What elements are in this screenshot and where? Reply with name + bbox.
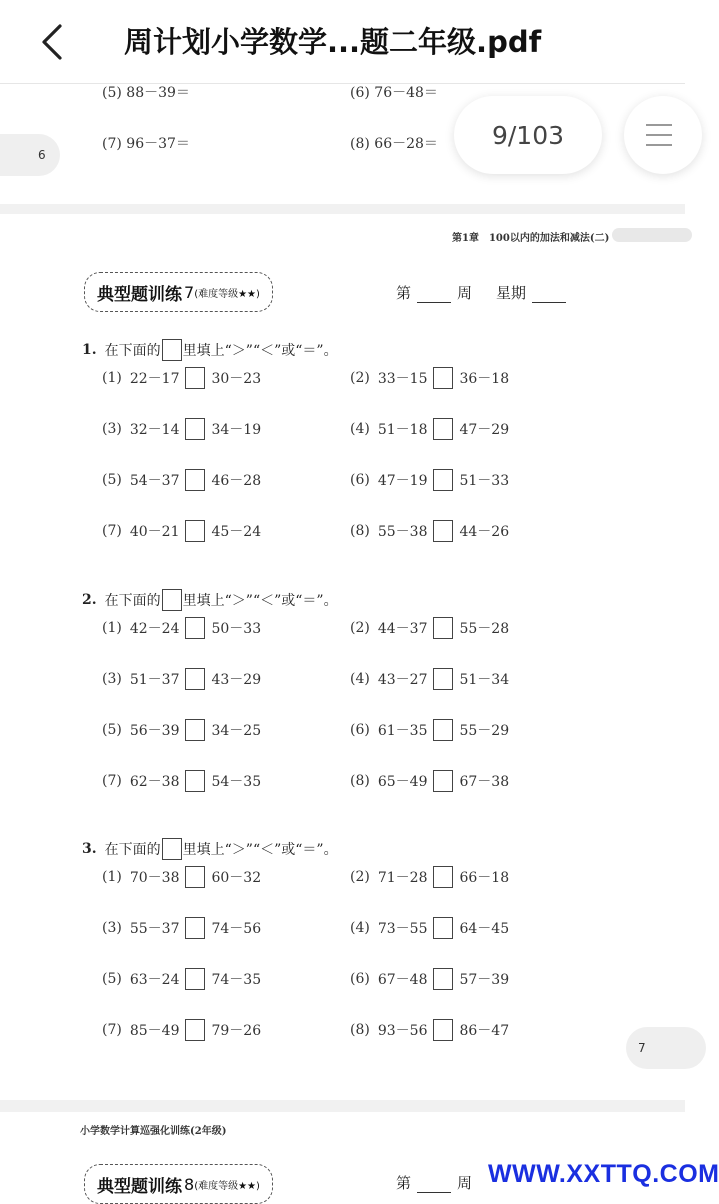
comparison-item [102,968,261,990]
question-heading [82,589,338,611]
answer-box[interactable] [433,367,453,389]
question-heading [82,838,338,860]
right-expression: 74－56 [211,921,262,937]
item-number: (1) [102,370,122,386]
answer-box-sample [162,838,182,860]
answer-box[interactable] [185,418,205,440]
answer-box[interactable] [433,617,453,639]
question-index: 1. [82,342,97,358]
right-expression: 54－35 [211,774,262,790]
answer-box[interactable] [185,917,205,939]
item-number: (8) [350,523,370,539]
left-expression: 44－37 [377,621,428,637]
item-number: (4) [350,920,370,936]
right-expression: 45－24 [211,524,262,540]
item-number: (6) [350,971,370,987]
answer-box[interactable] [433,866,453,888]
comparison-item [102,866,261,888]
item-number: (5) [102,722,122,738]
item-number: (7) [102,773,122,789]
left-expression: 62－38 [129,774,180,790]
comparison-item [102,418,261,440]
prev-exercise-8: (8) 66－28＝ [350,136,438,152]
answer-box[interactable] [433,520,453,542]
comparison-item [102,469,261,491]
right-expression: 60－32 [211,870,262,886]
back-button[interactable] [30,18,78,66]
left-expression: 40－21 [129,524,180,540]
right-expression: 55－29 [459,723,510,739]
answer-box[interactable] [433,418,453,440]
item-number: (5) [102,472,122,488]
page-separator [0,204,685,214]
left-expression: 56－39 [129,723,180,739]
page-separator-2 [0,1100,685,1112]
question-prompt-post: 里填上“＞”“＜”或“＝”。 [182,842,338,858]
left-expression: 47－19 [377,473,428,489]
item-number: (3) [102,671,122,687]
comparison-item [350,367,509,389]
left-expression: 42－24 [129,621,180,637]
answer-box[interactable] [185,617,205,639]
right-expression: 74－35 [211,972,262,988]
left-expression: 61－35 [377,723,428,739]
comparison-item [350,469,509,491]
top-bar [0,0,685,84]
answer-box-sample [162,589,182,611]
comparison-item [102,367,261,389]
item-number: (2) [350,620,370,636]
comparison-item [350,917,509,939]
question-prompt-pre: 在下面的 [104,343,161,359]
comparison-item [102,668,261,690]
prev-exercise-6: (6) 76－48＝ [350,85,438,101]
comparison-item [350,520,509,542]
left-expression: 54－37 [129,473,180,489]
chevron-left-icon [30,18,78,66]
item-number: (7) [102,523,122,539]
answer-box[interactable] [433,719,453,741]
right-expression: 43－29 [211,672,262,688]
page-number-right: 7 [626,1027,706,1069]
answer-box[interactable] [433,668,453,690]
comparison-item [102,1019,261,1041]
right-expression: 51－34 [459,672,510,688]
item-number: (8) [350,773,370,789]
right-expression: 36－18 [459,371,510,387]
comparison-item [350,617,509,639]
answer-box[interactable] [185,866,205,888]
answer-box[interactable] [185,1019,205,1041]
comparison-item [350,770,509,792]
next-week-line: 第 周 [396,1174,473,1192]
section-badge: 典型题训练 7 (难度等级★★) [84,272,273,312]
answer-box[interactable] [185,367,205,389]
right-expression: 46－28 [211,473,262,489]
item-number: (1) [102,869,122,885]
item-number: (3) [102,421,122,437]
left-expression: 71－28 [377,870,428,886]
left-expression: 55－38 [377,524,428,540]
left-expression: 55－37 [129,921,180,937]
right-expression: 44－26 [459,524,510,540]
comparison-item [102,520,261,542]
comparison-item [102,617,261,639]
right-expression: 67－38 [459,774,510,790]
item-number: (4) [350,421,370,437]
running-header: 第1章 100以内的加法和减法(二) [452,233,610,244]
page-number-left: 6 [0,134,60,176]
question-index: 3. [82,841,97,857]
answer-box[interactable] [433,917,453,939]
item-number: (1) [102,620,122,636]
left-expression: 67－48 [377,972,428,988]
answer-box[interactable] [433,469,453,491]
answer-box[interactable] [433,968,453,990]
question-index: 2. [82,592,97,608]
left-expression: 70－38 [129,870,180,886]
answer-box[interactable] [433,770,453,792]
left-expression: 85－49 [129,1023,180,1039]
next-running-header: 小学数学计算巡强化训练(2年级) [80,1126,227,1137]
header-decoration [612,228,692,242]
left-expression: 33－15 [377,371,428,387]
answer-box[interactable] [433,1019,453,1041]
left-expression: 93－56 [377,1023,428,1039]
comparison-item [102,917,261,939]
left-expression: 63－24 [129,972,180,988]
question-prompt-pre: 在下面的 [104,842,161,858]
item-number: (6) [350,722,370,738]
answer-box[interactable] [185,770,205,792]
right-expression: 79－26 [211,1023,262,1039]
left-expression: 51－18 [377,422,428,438]
right-expression: 86－47 [459,1023,510,1039]
answer-box[interactable] [185,469,205,491]
comparison-item [102,719,261,741]
item-number: (8) [350,1022,370,1038]
comparison-item [350,1019,509,1041]
watermark: WWW.XXTTQ.COM [488,1160,719,1188]
prev-exercise-5: (5) 88－39＝ [102,85,190,101]
page-indicator[interactable]: 9/103 [454,96,602,174]
answer-box-sample [162,339,182,361]
right-expression: 50－33 [211,621,262,637]
question-prompt-post: 里填上“＞”“＜”或“＝”。 [182,593,338,609]
right-expression: 34－25 [211,723,262,739]
left-expression: 43－27 [377,672,428,688]
item-number: (3) [102,920,122,936]
right-expression: 66－18 [459,870,510,886]
pdf-viewer[interactable] [0,84,685,1200]
item-number: (2) [350,370,370,386]
document-title: 周计划小学数学...题二年级.pdf [124,25,542,59]
left-expression: 73－55 [377,921,428,937]
answer-box[interactable] [185,668,205,690]
answer-box[interactable] [185,968,205,990]
comparison-item [350,866,509,888]
right-expression: 55－28 [459,621,510,637]
next-section-badge: 典型题训练 8 (难度等级★★) [84,1164,273,1204]
menu-button[interactable] [624,96,702,174]
comparison-item [350,719,509,741]
comparison-item [350,968,509,990]
right-expression: 34－19 [211,422,262,438]
item-number: (2) [350,869,370,885]
answer-box[interactable] [185,520,205,542]
right-expression: 57－39 [459,972,510,988]
comparison-item [102,770,261,792]
left-expression: 65－49 [377,774,428,790]
answer-box[interactable] [185,719,205,741]
left-expression: 22－17 [129,371,180,387]
question-prompt-post: 里填上“＞”“＜”或“＝”。 [182,343,338,359]
prev-exercise-7: (7) 96－37＝ [102,136,190,152]
question-heading [82,339,338,361]
comparison-item [350,668,509,690]
right-expression: 47－29 [459,422,510,438]
left-expression: 32－14 [129,422,180,438]
week-day-line: 第 周 星期 [396,282,572,303]
right-expression: 30－23 [211,371,262,387]
item-number: (6) [350,472,370,488]
item-number: (7) [102,1022,122,1038]
left-expression: 51－37 [129,672,180,688]
question-prompt-pre: 在下面的 [104,593,161,609]
comparison-item [350,418,509,440]
item-number: (4) [350,671,370,687]
right-expression: 51－33 [459,473,510,489]
right-expression: 64－45 [459,921,510,937]
item-number: (5) [102,971,122,987]
